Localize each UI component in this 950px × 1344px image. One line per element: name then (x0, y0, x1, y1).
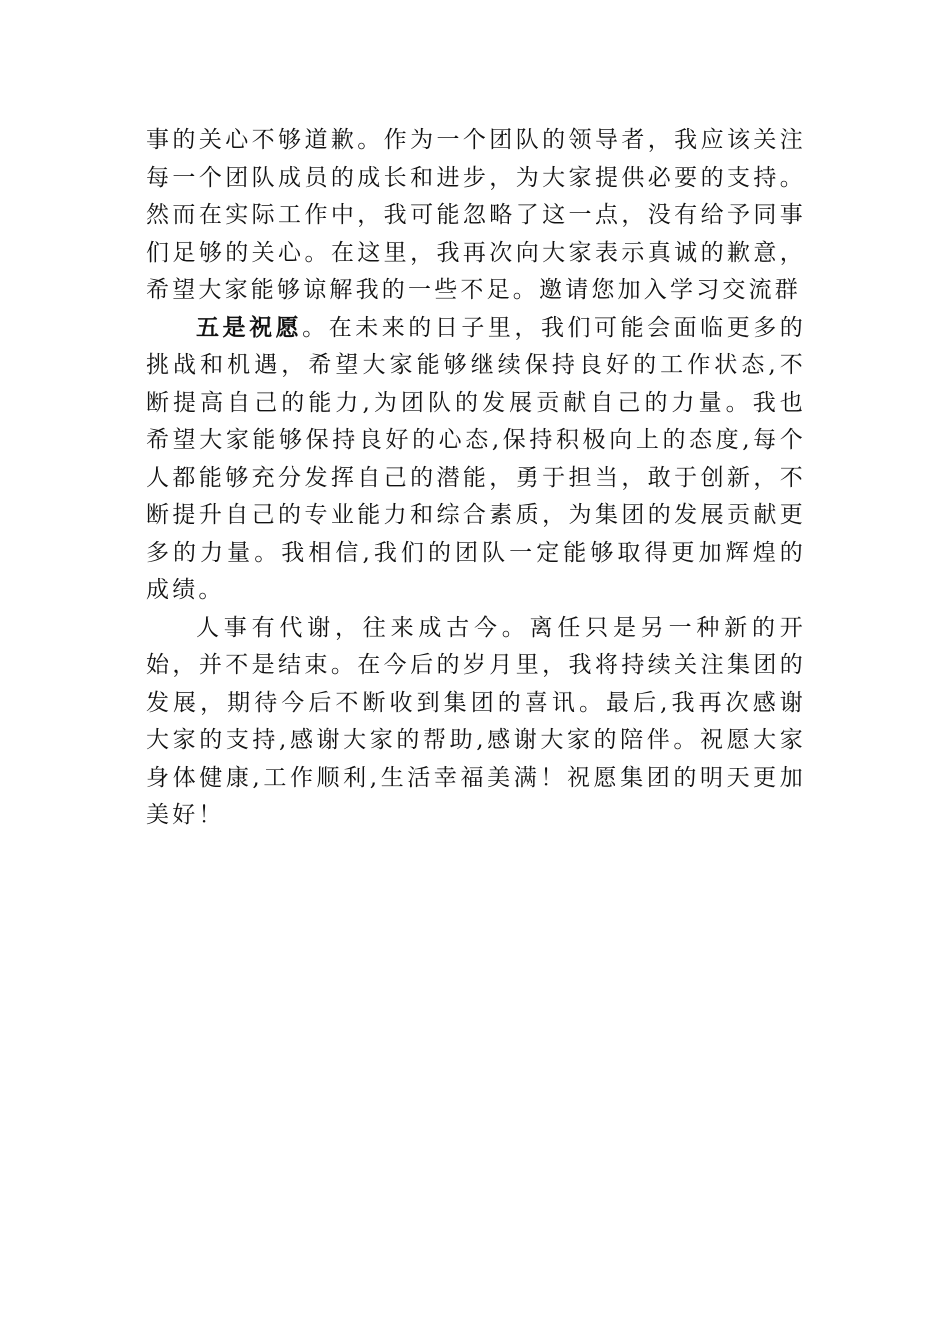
paragraph-closing (146, 610, 806, 835)
paragraph-wishes (146, 310, 806, 610)
document-body (146, 122, 806, 835)
paragraph-lead-heading: 五是祝愿 (196, 314, 303, 341)
paragraph-text: 事的关心不够道歉。作为一个团队的领导者，我应该关注每一个团队成员的成长和进步，为大家提供必要的支持。然而在实际工作中，我可能忽略了这一点，没有给予同事们足够的关心。在这里，我再次向大家表示真诚的歉意，希望大家能够谅解我的一些不足。邀请您加入学习交流群 (146, 127, 806, 303)
paragraph-text: 人事有代谢，往来成古今。离任只是另一种新的开始，并不是结束。在今后的岁月里，我将持续关注集团的发展，期待今后不断收到集团的喜讯。最后,我再次感谢大家的支持,感谢大家的帮助,感谢大家的陪伴。祝愿大家身体健康,工作顺利,生活幸福美满！祝愿集团的明天更加美好！ (146, 614, 806, 828)
paragraph-text: 。在未来的日子里，我们可能会面临更多的挑战和机遇，希望大家能够继续保持良好的工作状态,不断提高自己的能力,为团队的发展贡献自己的力量。我也希望大家能够保持良好的心态,保持积极向上的态度,每个人都能够充分发挥自己的潜能，勇于担当，敢于创新，不断提升自己的专业能力和综合素质，为集团的发展贡献更多的力量。我相信,我们的团队一定能够取得更加辉煌的成绩。 (146, 314, 806, 603)
paragraph-apology-continued (146, 122, 806, 310)
